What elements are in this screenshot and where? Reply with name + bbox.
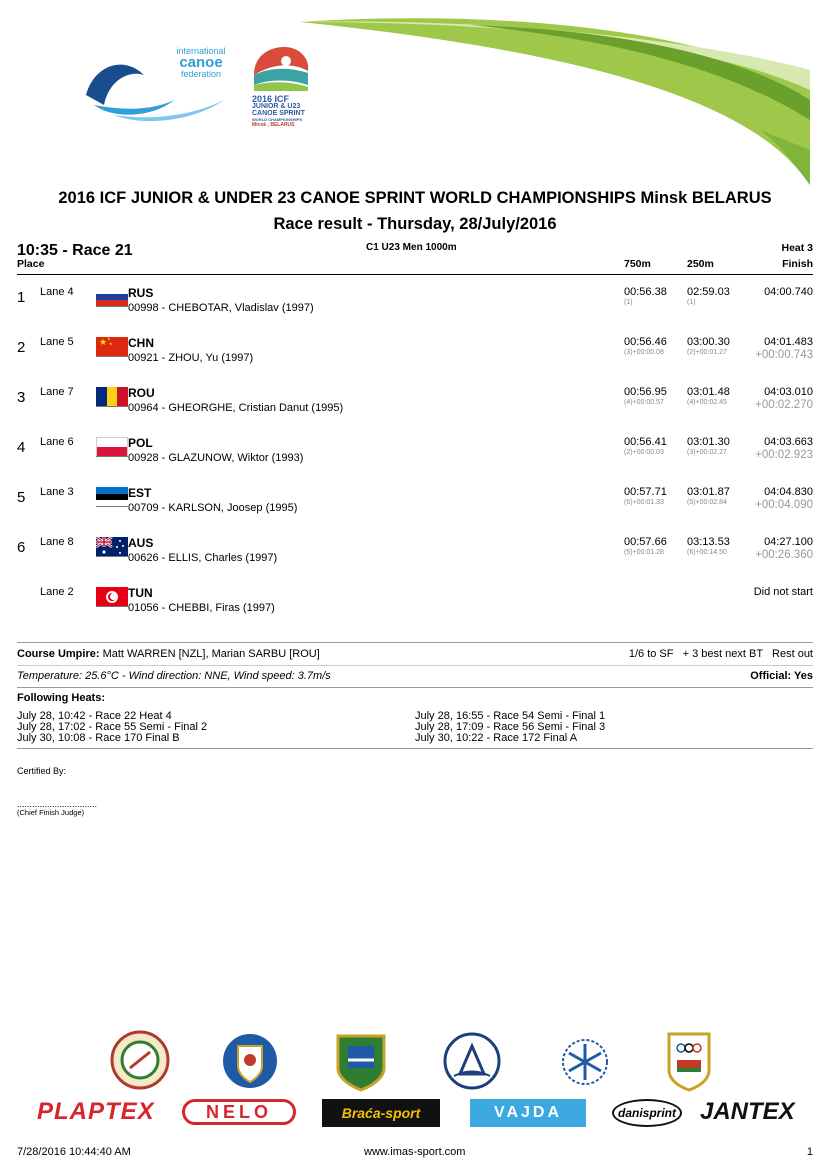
following-heats-right: [415, 711, 605, 744]
vajda-sponsor-logo: VAJDA: [470, 1099, 586, 1127]
olympic-committee-icon: [665, 1030, 713, 1092]
lane: Lane 6: [40, 436, 74, 448]
following-heats-left: [17, 711, 207, 744]
finish-time: 04:27.100: [764, 536, 813, 548]
place: 4: [17, 439, 26, 456]
col-header-place: Place: [17, 258, 45, 270]
divider: [17, 687, 813, 688]
split-750m: 00:57.71: [624, 486, 667, 498]
country-code: ROU: [128, 386, 155, 400]
event-logo-line: CANOE SPRINT: [252, 109, 305, 117]
header-banner: [0, 0, 830, 190]
finish-status: Did not start: [753, 586, 813, 598]
split-750m-rank: (6)+00:01.33: [624, 499, 664, 506]
split-250m: 03:00.30: [687, 336, 730, 348]
document-title: 2016 ICF JUNIOR & UNDER 23 CANOE SPRINT WORLD CHAMPIONSHIPS Minsk BELARUS: [58, 189, 772, 207]
lane: Lane 7: [40, 386, 74, 398]
split-750m-rank: (5)+00:01.28: [624, 549, 664, 556]
following-heats-label: Following Heats:: [17, 692, 105, 704]
split-750m-rank: (2)+00:00.03: [624, 449, 664, 456]
split-250m-rank: (3)+00:02.27: [687, 449, 727, 456]
lane: Lane 4: [40, 286, 74, 298]
following-heat-item: July 28, 17:09 - Race 56 Semi - Final 3: [415, 721, 606, 733]
result-row: [0, 286, 830, 336]
following-heat-item: July 30, 10:08 - Race 170 Final B: [17, 732, 180, 744]
document-subtitle: Race result - Thursday, 28/July/2016: [273, 215, 557, 233]
divider: [17, 642, 813, 643]
icf-logo: [84, 45, 234, 125]
event-logo-line: 2016 ICF: [252, 94, 290, 104]
finish-diff: +00:02.923: [755, 449, 813, 461]
event-logo-line: JUNIOR & U23: [252, 103, 301, 110]
split-750m-rank: (1): [624, 299, 633, 306]
split-250m: 03:01.48: [687, 386, 730, 398]
split-750m: 00:57.66: [624, 536, 667, 548]
umpire-label: Course Umpire:: [17, 648, 100, 660]
progression-rule: 1/6 to SF + 3 best next BT Rest out: [628, 648, 813, 660]
country-code: POL: [128, 436, 153, 450]
certified-label: Certified By:: [17, 766, 67, 776]
result-row: [0, 586, 830, 636]
event-name: C1 U23 Men 1000m: [366, 242, 457, 253]
split-250m-rank: (1): [687, 299, 696, 306]
col-header-finish: Finish: [782, 258, 813, 270]
place: 2: [17, 339, 26, 356]
icf-logo-line: federation: [180, 69, 222, 79]
country-code: RUS: [128, 286, 154, 300]
following-heat-item: July 28, 16:55 - Race 54 Semi - Final 1: [415, 710, 606, 722]
split-750m-rank: (3)+00:00.08: [624, 349, 664, 356]
result-row: [0, 386, 830, 436]
danisprint-sponsor-logo: danisprint: [612, 1099, 682, 1127]
lane: Lane 3: [40, 486, 74, 498]
athlete-name: 00998 - CHEBOTAR, Vladislav (1997): [128, 302, 314, 314]
result-row: [0, 436, 830, 486]
plastex-sponsor-logo: PLAPTEX: [37, 1098, 155, 1125]
federation-emblem-icon: [110, 1030, 170, 1090]
romania-flag-icon: [96, 387, 128, 407]
race-time-label: 10:35 - Race 21: [17, 242, 133, 259]
finish-time: 04:03.663: [764, 436, 813, 448]
divider: [17, 665, 813, 666]
following-heat-item: July 30, 10:22 - Race 172 Final A: [415, 732, 578, 744]
braca-sport-sponsor-logo: Braća-sport: [322, 1099, 440, 1127]
china-flag-icon: ★ ★ ★: [96, 337, 128, 357]
tunisia-flag-icon: [96, 587, 128, 607]
athlete-name: 01056 - CHEBBI, Firas (1997): [128, 602, 275, 614]
icf-logo-line: international: [176, 46, 226, 56]
result-row: [0, 536, 830, 586]
finish-diff: +00:00.743: [755, 349, 813, 361]
country-code: CHN: [128, 336, 154, 350]
event-logo-line: WORLD CHAMPIONSHIPS: [252, 117, 302, 122]
signature-dots: ................................: [17, 799, 98, 809]
chief-judge-label: (Chief Finish Judge): [17, 808, 85, 817]
finish-diff: +00:26.360: [755, 549, 813, 561]
estonia-flag-icon: [96, 487, 128, 507]
athlete-name: 00921 - ZHOU, Yu (1997): [128, 352, 254, 364]
athlete-name: 00928 - GLAZUNOW, Wiktor (1993): [128, 452, 304, 464]
lane: Lane 2: [40, 586, 74, 598]
split-750m: 00:56.95: [624, 386, 667, 398]
split-750m: 00:56.41: [624, 436, 667, 448]
icf-logo-line: canoe: [179, 54, 223, 71]
nelo-sponsor-logo: NELO: [182, 1099, 296, 1125]
heat-label: Heat 3: [781, 242, 813, 254]
page-number: 1: [806, 1146, 813, 1158]
region-coat-of-arms-icon: [332, 1030, 390, 1092]
athlete-name: 00709 - KARLSON, Joosep (1995): [128, 502, 298, 514]
lane: Lane 5: [40, 336, 74, 348]
place: 3: [17, 389, 26, 406]
divider: [17, 748, 813, 749]
country-code: TUN: [128, 586, 153, 600]
minsk-coat-of-arms-icon: [220, 1032, 280, 1090]
event-logo-line: Minsk , BELARUS: [252, 122, 295, 128]
finish-time: 04:03.010: [764, 386, 813, 398]
umpire-names: Matt WARREN [NZL], Marian SARBU [ROU]: [102, 648, 320, 660]
col-header-250m: 250m: [687, 258, 714, 270]
official-status: Official: Yes: [750, 670, 813, 682]
finish-time: 04:00.740: [764, 286, 813, 298]
jantex-sponsor-logo: JANTEX: [700, 1098, 795, 1125]
split-250m-rank: (4)+00:02.45: [687, 399, 727, 406]
place: 6: [17, 539, 26, 556]
split-250m: 03:01.30: [687, 436, 730, 448]
snowflake-emblem-icon: [555, 1034, 615, 1090]
print-timestamp: 7/28/2016 10:44:40 AM: [17, 1146, 131, 1158]
finish-diff: +00:04.090: [755, 499, 813, 511]
country-code: EST: [128, 486, 152, 500]
russia-flag-icon: [96, 287, 128, 307]
weather-conditions: Temperature: 25.6°C - Wind direction: NNE, Wind speed: 3.7m/s: [17, 670, 331, 682]
split-250m-rank: (5)+00:02.84: [687, 499, 727, 506]
split-250m: 02:59.03: [687, 286, 730, 298]
split-250m: 03:01.87: [687, 486, 730, 498]
finish-time: 04:04.830: [764, 486, 813, 498]
split-250m-rank: (6)+00:14.50: [687, 549, 727, 556]
poland-flag-icon: [96, 437, 128, 457]
finish-diff: +00:02.270: [755, 399, 813, 411]
country-code: AUS: [128, 536, 154, 550]
split-250m-rank: (2)+00:01.27: [687, 349, 727, 356]
finish-time: 04:01.483: [764, 336, 813, 348]
header-divider: [17, 274, 813, 275]
result-row: [0, 336, 830, 386]
rowing-federation-icon: [442, 1032, 502, 1090]
place: 1: [17, 289, 26, 306]
following-heat-item: July 28, 10:42 - Race 22 Heat 4: [17, 710, 172, 722]
col-header-750m: 750m: [624, 258, 651, 270]
lane: Lane 8: [40, 536, 74, 548]
split-750m: 00:56.38: [624, 286, 667, 298]
athlete-name: 00626 - ELLIS, Charles (1997): [128, 552, 278, 564]
course-umpire: [17, 648, 320, 660]
split-250m: 03:13.53: [687, 536, 730, 548]
place: 5: [17, 489, 26, 506]
result-row: [0, 486, 830, 536]
website-link[interactable]: www.imas-sport.com: [364, 1146, 466, 1158]
event-logo: [250, 45, 315, 135]
following-heat-item: July 28, 17:02 - Race 55 Semi - Final 2: [17, 721, 208, 733]
split-750m: 00:56.46: [624, 336, 667, 348]
athlete-name: 00964 - GHEORGHE, Cristian Danut (1995): [128, 402, 344, 414]
australia-flag-icon: [96, 537, 128, 557]
split-750m-rank: (4)+00:00.57: [624, 399, 664, 406]
